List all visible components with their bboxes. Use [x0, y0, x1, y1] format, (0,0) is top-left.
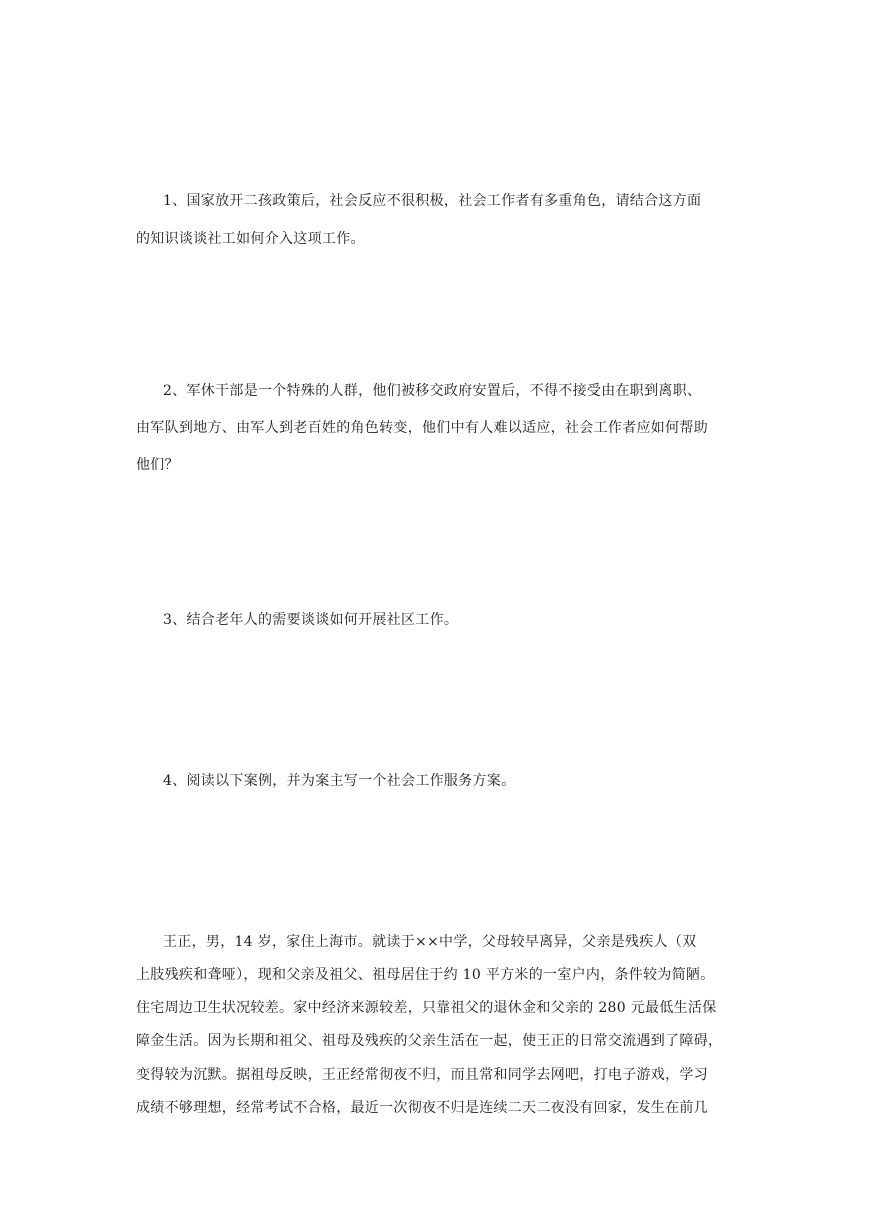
question-2-line-1: 2、军休干部是一个特殊的人群，他们被移交政府安置后，不得不接受由在职到离职、	[163, 383, 702, 399]
case-line-2: 上肢残疾和聋哑），现和父亲及祖父、祖母居住于约 10 平方米的一室户内，条件较为简陋。	[136, 967, 715, 983]
case-line-4: 障金生活。因为长期和祖父、祖母及残疾的父亲生活在一起，使王正的日常交流遇到了障碍，	[136, 1033, 723, 1049]
case-line-6: 成绩不够理想，经常考试不合格，最近一次彻夜不归是连续二天二夜没有回家，发生在前几	[136, 1100, 708, 1116]
question-2-line-2: 由军队到地方、由军人到老百姓的角色转变，他们中有人难以适应，社会工作者应如何帮助	[136, 420, 708, 436]
question-3-line-1: 3、结合老年人的需要谈谈如何开展社区工作。	[163, 612, 459, 628]
case-line-1: 王正，男，14 岁，家住上海市。就读于××中学，父母较早离异，父亲是残疾人（双	[163, 934, 697, 950]
question-1-line-1: 1、国家放开二孩政策后，社会反应不很积极，社会工作者有多重角色，请结合这方面	[163, 193, 702, 209]
case-line-3: 住宅周边卫生状况较差。家中经济来源较差，只靠祖父的退休金和父亲的 280 元最低生活保	[136, 1000, 717, 1016]
question-2-line-3: 他们？	[136, 457, 179, 473]
question-1-line-2: 的知识谈谈社工如何介入这项工作。	[136, 231, 365, 247]
case-line-5: 变得较为沉默。据祖母反映，王正经常彻夜不归，而且常和同学去网吧，打电子游戏，学习	[136, 1067, 708, 1083]
question-4-line-1: 4、阅读以下案例，并为案主写一个社会工作服务方案。	[163, 773, 516, 789]
